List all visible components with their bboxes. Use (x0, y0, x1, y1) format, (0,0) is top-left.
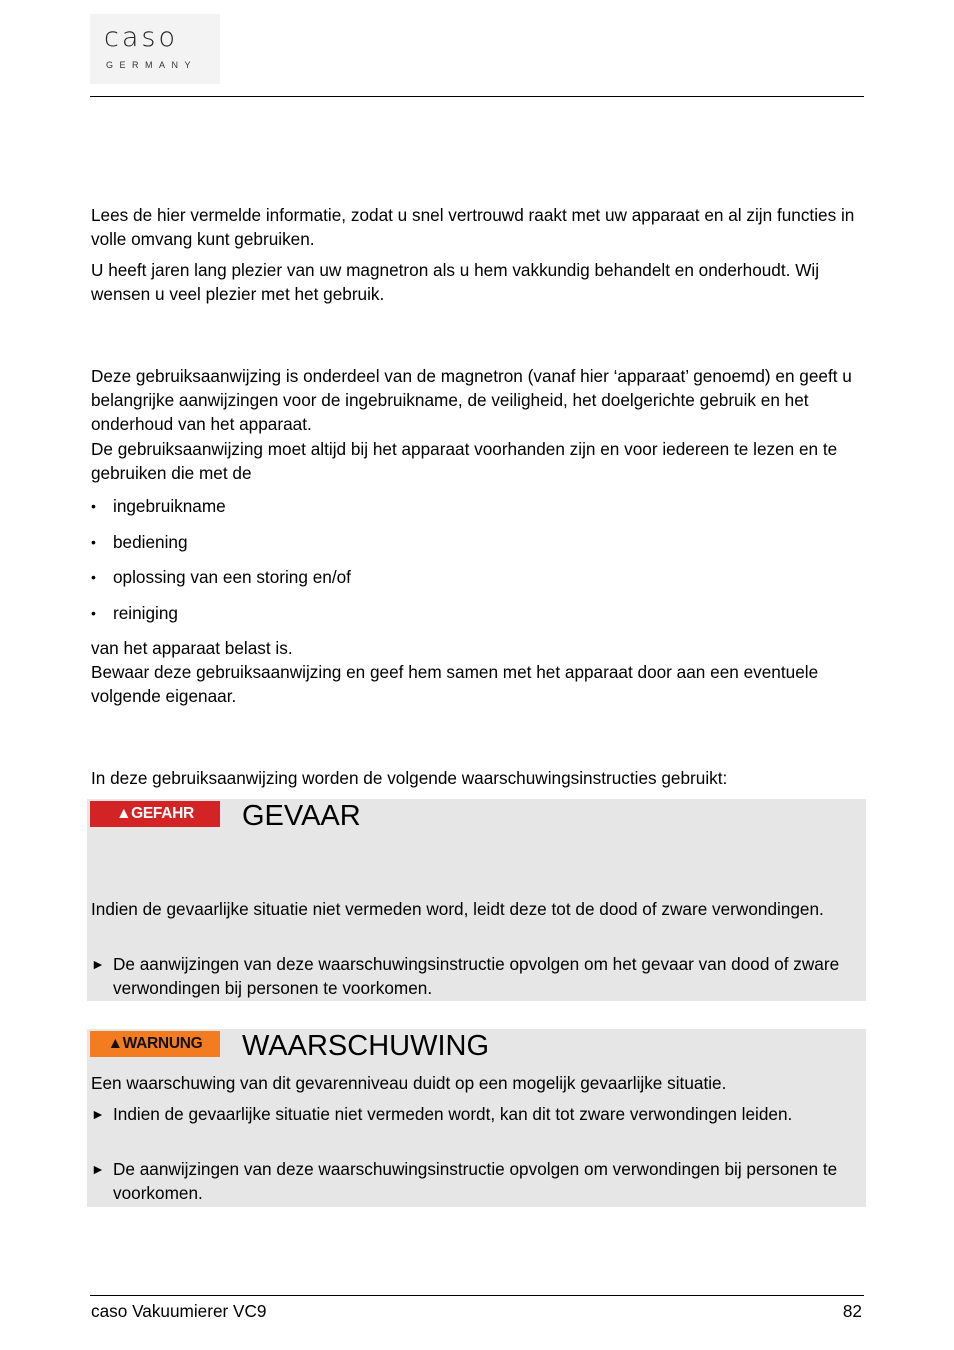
caso-logo (90, 14, 220, 84)
logo-wordmark: caso (104, 22, 178, 53)
warning-sign (90, 1031, 220, 1057)
warning-triangle-icon: ▲ (116, 805, 132, 822)
arrow-right-icon: ► (91, 956, 105, 972)
warning-instruction-text: Indien de gevaarlijke situatie niet vermeden wordt, kan dit tot zware verwondingen leiden. (113, 1104, 793, 1124)
warning-box (87, 1029, 866, 1207)
warning-instruction-text: De aanwijzingen van deze waarschuwingsinstructie opvolgen om verwondingen bij personen te voorkomen. (113, 1159, 838, 1203)
intro-paragraph-2: U heeft jaren lang plezier van uw magnetron als u hem vakkundig behandelt en onderhoudt. Wij wensen u veel plezier met het gebruik. (91, 260, 820, 304)
page-number: 82 (842, 1301, 862, 1321)
danger-instruction-text: De aanwijzingen van deze waarschuwingsinstructie opvolgen om het gevaar van dood of zware verwondingen bij personen te voorkomen. (113, 954, 840, 998)
arrow-right-icon: ► (91, 1106, 105, 1122)
warning-instruction-1 (91, 1102, 883, 1126)
danger-title: GEVAAR (242, 800, 361, 832)
intro-paragraph-1: Lees de hier vermelde informatie, zodat u snel vertrouwd raakt met uw apparaat en al zijn functies in volle omvang kunt gebruiken. (91, 205, 855, 249)
danger-instruction (91, 952, 883, 1000)
manual-paragraph-2: De gebruiksaanwijzing moet altijd bij het apparaat voorhanden zijn en voor iedereen te lezen en te gebruiken die met de (91, 439, 838, 483)
list-item: • ingebruikname (91, 494, 351, 518)
list-item: • bediening (91, 530, 351, 554)
danger-sign-label: GEFAHR (131, 805, 194, 822)
manual-paragraph-1: Deze gebruiksaanwijzing is onderdeel van de magnetron (vanaf hier ‘apparaat’ genoemd) en geeft u belangrijke aanwijzingen voor de ingebruikname, de veiligheid, het doelgerichte gebruik en het onderhoud van het apparaat. (91, 366, 852, 434)
usage-bullet-list (91, 494, 351, 636)
logo-subtitle: GERMANY (106, 60, 198, 70)
arrow-right-icon: ► (91, 1161, 105, 1177)
warning-sign-label: WARNUNG (122, 1035, 203, 1052)
header-rule (90, 96, 864, 97)
danger-text: Indien de gevaarlijke situatie niet vermeden word, leidt deze tot de dood of zware verwondingen. (91, 899, 824, 919)
warning-title: WAARSCHUWING (242, 1030, 490, 1062)
danger-box (87, 799, 866, 1001)
list-item: • oplossing van een storing en/of (91, 565, 351, 589)
list-item: • reiniging (91, 601, 351, 625)
warning-text: Een waarschuwing van dit gevarenniveau duidt op een mogelijk gevaarlijke situatie. (91, 1073, 727, 1093)
warning-instruction-2 (91, 1157, 883, 1205)
manual-paragraph-3: van het apparaat belast is. (91, 638, 293, 658)
warnings-intro: In deze gebruiksaanwijzing worden de volgende waarschuwingsinstructies gebruikt: (91, 768, 728, 788)
warning-triangle-icon: ▲ (107, 1035, 123, 1052)
manual-paragraph-4: Bewaar deze gebruiksaanwijzing en geef hem samen met het apparaat door aan een eventuele volgende eigenaar. (91, 662, 819, 706)
footer-product-name: caso Vakuumierer VC9 (91, 1301, 267, 1321)
footer-rule (90, 1295, 864, 1296)
danger-sign (90, 801, 220, 827)
